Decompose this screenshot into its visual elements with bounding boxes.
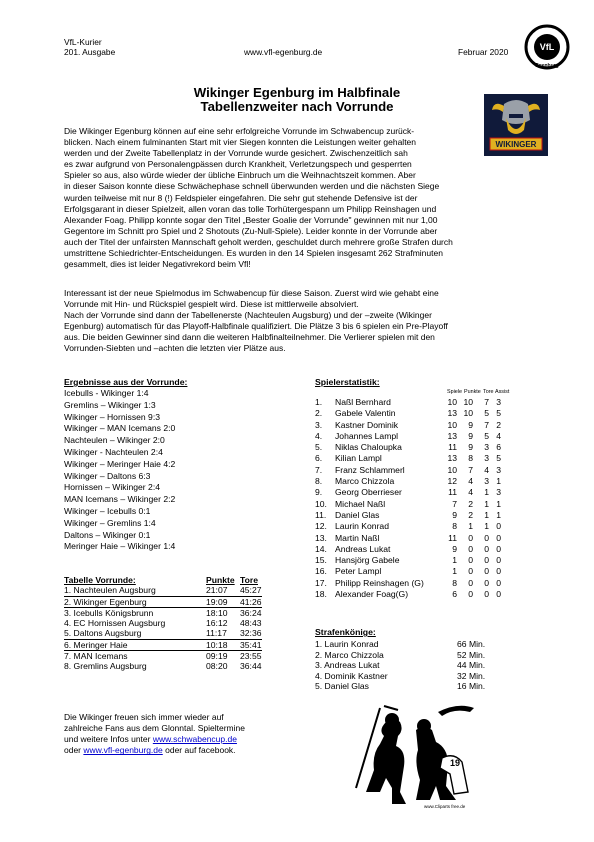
penalty-row	[315, 660, 485, 671]
standings-table	[64, 575, 262, 672]
player-goals: 4	[484, 464, 489, 475]
player-points: 2	[468, 509, 473, 520]
player-games: 11	[448, 487, 457, 498]
player-name: Naßl Bernhard	[335, 397, 391, 407]
standings-team: 4. EC Hornissen Augsburg	[64, 618, 166, 629]
player-games: 10	[447, 397, 457, 407]
player-games: 6	[452, 589, 457, 600]
player-assists: 4	[496, 430, 501, 441]
mode-line: aus. Die beiden Gewinner sind dann die weiteren Halbfinalteilnehmer. Die Verlierer spielen mit den	[64, 332, 435, 343]
player-name: Alexander Foag(G)	[335, 589, 409, 600]
player-assists: 0	[496, 566, 501, 577]
player-assists: 0	[496, 589, 501, 600]
player-rank: 8.	[315, 476, 323, 487]
player-rank: 9.	[315, 487, 323, 498]
standings-row	[64, 585, 262, 596]
result-item: Wikinger – MAN Icemans 2:0	[64, 423, 176, 434]
penalty-minutes: 32 Min.	[457, 670, 486, 681]
standings-points: 11:17	[206, 628, 240, 639]
player-points: 0	[468, 589, 473, 600]
player-stats-row	[315, 533, 501, 544]
schwabencup-link[interactable]: www.schwabencup.de	[152, 734, 237, 745]
player-stats-row	[315, 566, 501, 577]
player-rank: 17.	[315, 577, 327, 588]
player-stats-row	[315, 465, 501, 476]
player-name: Michael Naßl	[335, 498, 386, 509]
result-item: Wikinger – Gremlins 1:4	[64, 517, 156, 528]
standings-goals: 35:41	[240, 639, 262, 650]
player-assists: 3	[496, 397, 501, 407]
player-games: 11	[448, 532, 457, 543]
footer-line-2: zahlreiche Fans aus dem Glonntal. Spieltermine	[64, 723, 245, 734]
intro-line: Spieler so aus, also würde wieder der übliche Einbruch um die Weihnachtszeit kommen. Aber	[64, 170, 416, 181]
player-points: 10	[463, 408, 473, 419]
player-assists: 0	[496, 555, 501, 566]
penalty-minutes: 16 Min.	[457, 681, 486, 691]
standings-points: 09:19	[206, 651, 228, 662]
standings-team: 7. MAN Icemans	[64, 651, 128, 662]
player-points: 2	[468, 498, 473, 509]
player-name: Daniel Glas	[335, 509, 380, 520]
player-name: Martin Naßl	[335, 532, 380, 543]
player-assists: 0	[496, 532, 501, 543]
player-stats-table	[315, 397, 501, 600]
result-item: Wikinger – Hornissen 9:3	[64, 411, 161, 422]
player-games: 8	[452, 521, 457, 532]
player-name: Hansjörg Gabele	[335, 555, 400, 566]
player-stats-row	[315, 431, 501, 442]
player-stats-row	[315, 453, 501, 464]
vfl-logo-text: VfL	[539, 42, 555, 52]
standings-team: 3. Icebulls Königsbrunn	[64, 607, 154, 618]
player-points: 0	[468, 543, 473, 554]
player-goals: 0	[484, 577, 489, 588]
player-points: 0	[468, 555, 473, 566]
standings-team: 2. Wikinger Egenburg	[64, 596, 206, 607]
player-points: 7	[468, 464, 473, 475]
standings-col-points: Punkte	[206, 575, 235, 585]
standings-goals: 45:27	[240, 585, 262, 596]
col-games-header: Spiele	[447, 389, 462, 395]
player-points: 0	[468, 566, 473, 577]
wikinger-logo-text: WIKINGER	[495, 140, 537, 149]
player-assists: 0	[496, 521, 501, 532]
mode-paragraph	[64, 288, 530, 355]
standings-row	[64, 661, 262, 671]
player-stats-row	[315, 555, 501, 566]
hockey-players-clipart	[338, 700, 488, 810]
penalty-minutes: 52 Min.	[457, 649, 486, 660]
standings-points: 16:12	[206, 618, 228, 629]
result-item: MAN Icemans – Wikinger 2:2	[64, 494, 176, 505]
result-item: Hornissen – Wikinger 2:4	[64, 482, 161, 493]
standings-goals: 41:26	[240, 596, 262, 607]
mode-line: Vorrunden-Siebten und –achten die letzten vier Plätze aus.	[64, 343, 286, 354]
player-rank: 1.	[315, 397, 323, 407]
player-goals: 7	[484, 397, 489, 407]
standings-team: 1. Nachteulen Augsburg	[64, 585, 206, 596]
player-name: Marco Chizzola	[335, 476, 395, 487]
standings-points: 19:09	[206, 596, 240, 607]
col-assists-header: Assist	[495, 389, 510, 395]
player-stats-row	[315, 589, 501, 600]
player-games: 1	[452, 555, 457, 566]
player-name: Peter Lampl	[335, 566, 382, 577]
player-stats-row	[315, 487, 501, 498]
player-rank: 7.	[315, 464, 323, 475]
svg-text:19: 19	[450, 758, 461, 768]
standings-team: 6. Meringer Haie	[64, 639, 206, 650]
headline: Wikinger Egenburg im Halbfinale	[193, 85, 401, 100]
result-item: Wikinger – Daltons 6:3	[64, 470, 151, 481]
player-name: Philipp Reinshagen (G)	[335, 577, 424, 588]
mode-line: Nach der Vorrunde sind dann der Tabellenerste (Nachteulen Augsburg) und der –zweite (Wikinger	[64, 310, 432, 321]
standings-section	[64, 575, 262, 672]
player-games: 9	[452, 509, 457, 520]
player-goals: 7	[484, 419, 489, 430]
result-item: Wikinger - Nachteulen 2:4	[64, 446, 163, 457]
penalty-player: 3. Andreas Lukat	[315, 660, 380, 670]
player-goals: 0	[484, 589, 489, 600]
intro-line: gesammelt, dies ist leider Negativrekord beim Vfl!	[64, 259, 251, 270]
result-item: Gremlins – Wikinger 1:3	[64, 399, 156, 410]
player-rank: 5.	[315, 442, 323, 453]
player-name: Laurin Konrad	[335, 521, 389, 532]
player-stats-col-headers	[315, 388, 510, 397]
player-stats-row	[315, 442, 501, 453]
player-assists: 1	[496, 498, 501, 509]
player-points: 1	[468, 521, 473, 532]
subheadline: Tabellenzweiter nach Vorrunde	[200, 99, 394, 114]
player-name: Andreas Lukat	[335, 543, 391, 554]
standings-row	[64, 607, 262, 618]
player-goals: 1	[484, 498, 489, 509]
penalty-row	[315, 671, 485, 682]
player-points: 9	[468, 430, 473, 441]
penalty-player: 4. Dominik Kastner	[315, 670, 388, 681]
standings-team: 5. Daltons Augsburg	[64, 628, 206, 639]
player-goals: 1	[484, 487, 489, 498]
issue-number: 201. Ausgabe	[64, 47, 116, 57]
vfl-egenburg-logo	[524, 24, 570, 70]
intro-line: Gegentore im Schnitt pro Spiel und 2 Shotouts (Zu-Null-Spiele). Leider konnte in der Vorrunde aber	[64, 225, 438, 236]
standings-goals: 36:44	[240, 661, 262, 672]
player-stats-heading: Spielerstatistik:	[315, 377, 380, 387]
player-rank: 15.	[315, 555, 327, 566]
result-item: Icebulls - Wikinger 1:4	[64, 388, 149, 398]
standings-row	[64, 628, 262, 639]
mode-line: Interessant ist der neue Spielmodus im Schwabencup für diese Saison. Zuerst wird wie gehabt eine	[64, 288, 439, 298]
player-rank: 6.	[315, 453, 323, 464]
player-games: 10	[447, 419, 457, 430]
player-points: 0	[468, 577, 473, 588]
col-goals-header: Tore	[483, 389, 494, 395]
intro-line: in dieser Saison konnte diese Schwächephase schnell überwunden werden und die nächsten Siege	[64, 181, 440, 192]
player-points: 4	[468, 476, 473, 487]
player-points: 8	[468, 453, 473, 464]
footer-line-3	[64, 734, 278, 745]
penalties-heading: Strafenkönige:	[315, 627, 376, 637]
result-item: Wikinger – Icebulls 0:1	[64, 505, 151, 516]
penalties-table	[315, 639, 485, 692]
footer-line-4	[64, 745, 278, 756]
result-item: Nachteulen – Wikinger 2:0	[64, 435, 165, 446]
intro-line: Die Wikinger Egenburg können auf eine sehr erfolgreiche Vorrunde im Schwabencup zurück-	[64, 126, 415, 136]
penalties-section	[315, 626, 485, 692]
vfl-egenburg-link[interactable]: www.vfl-egenburg.de	[83, 745, 163, 756]
footer-line-4-end: oder auf facebook.	[162, 745, 236, 756]
player-goals: 3	[484, 442, 489, 453]
player-stats-row	[315, 499, 501, 510]
penalty-row	[315, 681, 485, 692]
player-stats-row	[315, 521, 501, 532]
penalty-minutes: 66 Min.	[457, 639, 486, 649]
player-name: Kilian Lampl	[335, 453, 382, 464]
player-assists: 3	[496, 464, 501, 475]
standings-row	[64, 618, 262, 628]
player-points: 10	[463, 397, 473, 407]
player-points: 0	[468, 532, 473, 543]
player-assists: 0	[496, 577, 501, 588]
player-games: 8	[452, 577, 457, 588]
player-stats-row	[315, 578, 501, 589]
header-date: Februar 2020	[458, 47, 509, 57]
player-goals: 3	[484, 476, 489, 487]
standings-points: 21:07	[206, 585, 240, 596]
standings-points: 18:10	[206, 607, 228, 618]
penalty-row	[315, 650, 485, 661]
mode-line: Egenburg) automatisch für das Playoff-Halbfinale qualifiziert. Die Plätze 3 bis 6 spielen ein Pre-Playoff	[64, 321, 448, 332]
result-item: Meringer Haie – Wikinger 1:4	[64, 541, 176, 552]
results-heading: Ergebnisse aus der Vorrunde:	[64, 377, 188, 387]
player-rank: 4.	[315, 430, 323, 441]
player-games: 7	[452, 498, 457, 509]
vfl-logo-ring-text: Egenburg	[535, 63, 559, 69]
player-goals: 0	[484, 555, 489, 566]
penalty-player: 1. Laurin Konrad	[315, 639, 379, 649]
player-name: Georg Oberrieser	[335, 487, 402, 498]
standings-row	[64, 651, 262, 662]
footer-paragraph	[64, 712, 278, 756]
results-list	[64, 388, 187, 553]
player-points: 9	[468, 442, 473, 453]
standings-goals: 32:36	[240, 628, 262, 639]
player-goals: 0	[484, 543, 489, 554]
col-points-header: Punkte	[464, 389, 481, 395]
player-name: Kastner Dominik	[335, 419, 399, 430]
player-name: Franz Schlammerl	[335, 464, 405, 475]
player-stats-row	[315, 510, 501, 521]
standings-points: 08:20	[206, 661, 228, 672]
standings-goals: 23:55	[240, 651, 262, 662]
penalty-player: 2. Marco Chizzola	[315, 649, 384, 660]
results-section	[64, 377, 187, 553]
intro-line: Alexander Foag. Philipp konnte sogar den Titel „Bester Goalie der Vorrunde" gewinnen mit nur 1,00	[64, 214, 438, 225]
player-games: 9	[452, 543, 457, 554]
standings-row	[64, 596, 262, 607]
player-rank: 11.	[315, 509, 327, 520]
intro-line: Erfolgsgarant in dieser Spielzeit, allen voran das tolle Torhütergespann um Philipp Reinshagen und	[64, 203, 437, 214]
player-rank: 12.	[315, 521, 327, 532]
standings-goals: 36:24	[240, 607, 262, 618]
player-name: Gabele Valentin	[335, 408, 396, 419]
intro-line: auch der Titel der unfairsten Mannschaft geholt werden, geschuldet durch mehrere große Strafen durch	[64, 236, 453, 247]
player-games: 13	[447, 453, 457, 464]
player-assists: 3	[496, 487, 501, 498]
player-points: 9	[468, 419, 473, 430]
player-rank: 3.	[315, 419, 323, 430]
player-rank: 16.	[315, 566, 327, 577]
player-name: Johannes Lampl	[335, 430, 399, 441]
player-games: 13	[447, 408, 457, 419]
player-points: 4	[468, 487, 473, 498]
player-stats-row	[315, 397, 501, 408]
player-rank: 18.	[315, 589, 327, 600]
player-assists: 1	[496, 509, 501, 520]
result-item: Wikinger – Meringer Haie 4:2	[64, 458, 176, 469]
clipart-credit: www.Cliparts free.de	[424, 804, 466, 809]
player-rank: 14.	[315, 543, 327, 554]
intro-line: blicken. Nach einem fulminanten Start mit vier Siegen konnten die Leistungen weiter gehalten	[64, 137, 417, 148]
player-stats-row	[315, 408, 501, 419]
player-rank: 13.	[315, 532, 327, 543]
wikinger-logo	[484, 94, 548, 156]
player-assists: 5	[496, 453, 501, 464]
player-games: 13	[447, 430, 457, 441]
header-website: www.vfl-egenburg.de	[244, 47, 323, 57]
standings-col-goals: Tore	[240, 575, 258, 585]
player-name: Niklas Chaloupka	[335, 442, 402, 453]
footer-line-4-text: oder	[64, 745, 84, 756]
player-assists: 6	[496, 442, 501, 453]
player-goals: 5	[484, 408, 489, 419]
player-assists: 1	[496, 476, 501, 487]
mode-line: Vorrunde mit Hin- und Rückspiel gespielt wird. Diese ist mittlerweile absolviert.	[64, 299, 359, 310]
intro-line: wurden teilweise mit nur 8 (!) Feldspieler eingefahren. Die sehr gut stehende Defensive ist der	[64, 192, 418, 203]
result-item: Daltons – Wikinger 0:1	[64, 529, 151, 540]
footer-line-3-text: und weitere Infos unter	[64, 734, 153, 745]
standings-points: 10:18	[206, 639, 240, 650]
player-rank: 2.	[315, 408, 323, 419]
player-games: 10	[447, 464, 457, 475]
player-stats-row	[315, 476, 501, 487]
player-games: 11	[448, 442, 457, 453]
publisher-name: VfL-Kurier	[64, 37, 102, 47]
intro-paragraph	[64, 126, 472, 270]
player-games: 1	[452, 566, 457, 577]
player-stats-section	[315, 377, 510, 600]
player-stats-row	[315, 420, 501, 431]
player-goals: 3	[484, 453, 489, 464]
footer-line-1: Die Wikinger freuen sich immer wieder auf	[64, 712, 224, 722]
standings-team: 8. Gremlins Augsburg	[64, 661, 147, 672]
standings-goals: 48:43	[240, 618, 262, 629]
penalty-player: 5. Daniel Glas	[315, 681, 369, 691]
player-goals: 0	[484, 532, 489, 543]
penalty-row	[315, 639, 485, 650]
intro-line: umstrittene Schiedrichter-Entscheidungen. Es wurden in den 14 Spielen insgesamt 262 Strafminuten	[64, 248, 443, 259]
player-goals: 0	[484, 566, 489, 577]
standings-row	[64, 639, 262, 650]
player-assists: 5	[496, 408, 501, 419]
player-stats-row	[315, 544, 501, 555]
player-rank: 10.	[315, 498, 327, 509]
publisher-block	[64, 37, 115, 57]
player-assists: 0	[496, 543, 501, 554]
intro-line: es zwar aufgrund von Personalengpässen durch Krankheit, Verletzungspech und gesperrten	[64, 159, 412, 170]
intro-line: werden und der Zweite Tabellenplatz in der Vorrunde wurde gesichert. Zwischenzeitlich sah	[64, 148, 408, 159]
penalty-minutes: 44 Min.	[457, 660, 486, 670]
player-goals: 1	[484, 509, 489, 520]
player-goals: 1	[484, 521, 489, 532]
player-goals: 5	[484, 430, 489, 441]
player-games: 12	[447, 476, 457, 487]
player-assists: 2	[496, 419, 501, 430]
standings-heading: Tabelle Vorrunde:	[64, 575, 136, 585]
